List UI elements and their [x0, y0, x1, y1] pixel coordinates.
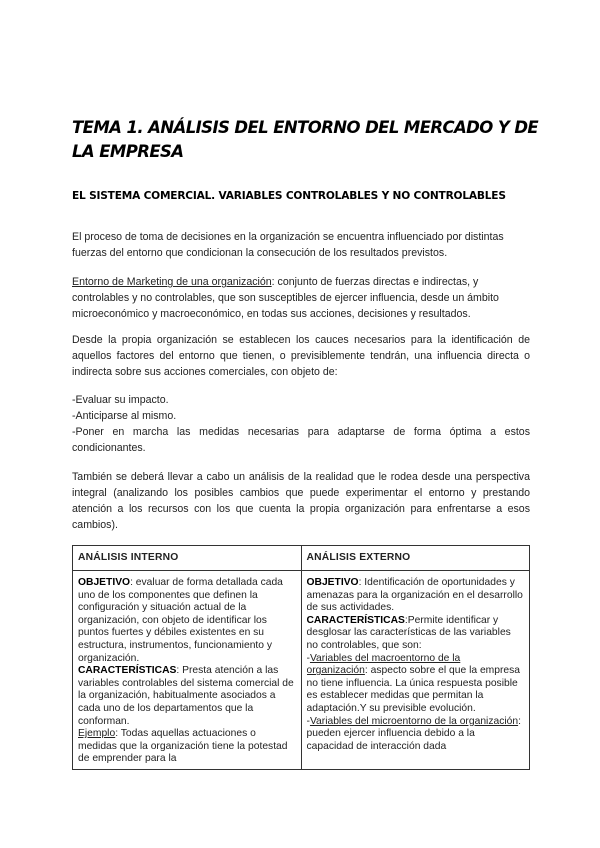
interno-objetivo-label: OBJETIVO — [78, 577, 131, 588]
microentorno-term: Variables del microentorno de la organización — [309, 715, 519, 727]
list-item: -Anticiparse al mismo. — [72, 410, 177, 422]
entorno-definition: : conjunto de fuerzas directas e indirectas, y controlables y no controlables, que son susceptibles de ejercer influencia, desde un ámbito microeconómico y macroeconómico, en todas sus acciones, decisiones y resultados. — [72, 276, 499, 320]
entorno-term: Entorno de Marketing de una organización — [72, 276, 272, 288]
document-title: TEMA 1. ANÁLISIS DEL ENTORNO DEL MERCADO Y DE LA EMPRESA — [72, 118, 539, 161]
externo-objetivo-label: OBJETIVO — [306, 577, 359, 588]
microentorno-text: : pueden ejercer influencia debido a la capacidad de interacción dada — [306, 715, 521, 752]
macroentorno-term: Variables del macroentorno de la organización — [306, 652, 461, 677]
externo-caract-label: CARACTERÍSTICAS — [306, 614, 405, 626]
macroentorno-text: : aspecto sobre el que la empresa no tiene influencia. La única respuesta posible es establecer medidas que permitan la adaptación.Y su previsible evolución. — [306, 665, 521, 714]
objectives-paragraph: Desde la propia organización se establecen los cauces necesarios para la identificación de aquellos factores del entorno que tienen, o previsiblemente tendrán, una influencia directa o indirecta sobre sus acciones comerciales, con objeto de: — [72, 334, 530, 378]
interno-objetivo-text: : evaluar de forma detallada cada uno de los componentes que definen la configuración y situación actual de la organización, con objeto de identificar los puntos fuertes y débiles existentes en su estructura, instrumentos, funcionamiento y organización. — [78, 577, 283, 664]
analysis-paragraph: También se deberá llevar a cabo un análisis de la realidad que le rodea desde una perspectiva integral (analizando los posibles cambios que puede experimentar el entorno y prestando atención a los recursos con los que cuenta la propia organización para enfrentarse a esos cambios). — [72, 471, 530, 531]
micro-prefix: - — [306, 715, 310, 727]
objectives-list — [72, 392, 530, 424]
section-heading: EL SISTEMA COMERCIAL. VARIABLES CONTROLABLES Y NO CONTROLABLES — [72, 190, 506, 202]
table-header-externo: ANÁLISIS EXTERNO — [301, 546, 530, 571]
intro-paragraph: El proceso de toma de decisiones en la organización se encuentra influenciado por distintas fuerzas del entorno que condicionan la consecución de los resultados previstos. — [72, 231, 504, 259]
entorno-definition-paragraph — [72, 274, 530, 322]
interno-caract-label: CARACTERÍSTICAS — [78, 665, 177, 677]
externo-caract-text: :Permite identificar y desglosar las características de las variables no controlables, que son: — [306, 614, 511, 651]
analysis-table — [72, 545, 530, 770]
table-header-row — [73, 546, 530, 571]
list-item: -Poner en marcha las medidas necesarias para adaptarse de forma óptima a estos condicionantes. — [72, 426, 530, 454]
macro-prefix: - — [306, 652, 310, 664]
table-row — [73, 571, 530, 770]
table-header-interno: ANÁLISIS INTERNO — [73, 546, 302, 571]
interno-cell — [73, 571, 302, 770]
list-item: -Evaluar su impacto. — [72, 394, 169, 406]
interno-caract-text: : Presta atención a las variables controlables del sistema comercial de la organización, habitualmente asociados a cada uno de los departamentos que la conforman. — [78, 665, 294, 727]
interno-ejemplo-label: Ejemplo — [78, 728, 116, 740]
externo-objetivo-text: : Identificación de oportunidades y amenazas para la organización en el desarrollo de sus actividades. — [306, 577, 523, 614]
interno-ejemplo-text: : Todas aquellas actuaciones o medidas que la organización tiene la potestad de emprender para la — [78, 728, 288, 765]
externo-cell — [301, 571, 530, 770]
